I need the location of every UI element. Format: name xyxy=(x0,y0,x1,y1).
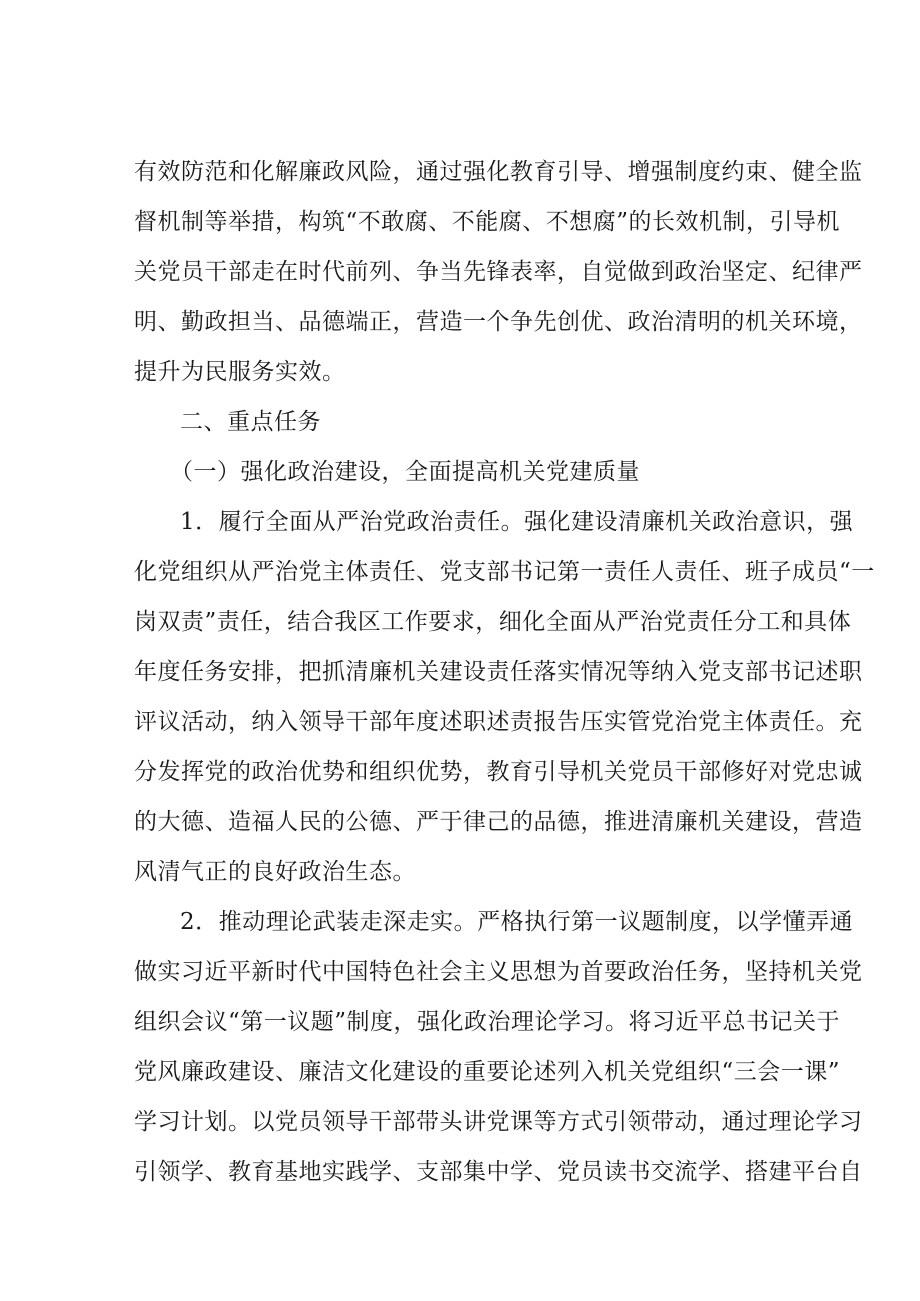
paragraph-line: 关党员干部走在时代前列、争当先锋表率，自觉做到政治坚定、纪律严 xyxy=(134,259,863,285)
paragraph-line: 化党组织从严治党主体责任、党支部书记第一责任人责任、班子成员“一 xyxy=(134,559,875,585)
paragraph-line: 提升为民服务实效。 xyxy=(134,359,346,385)
paragraph-line: 评议活动，纳入领导干部年度述职述责报告压实管党治党主体责任。充 xyxy=(134,709,863,735)
paragraph-line: 明、勤政担当、品德端正，营造一个争先创优、政治清明的机关环境， xyxy=(134,309,863,335)
paragraph-line: 年度任务安排，把抓清廉机关建设责任落实情况等纳入党支部书记述职 xyxy=(134,659,863,685)
paragraph-line: 分发挥党的政治优势和组织优势，教育引导机关党员干部修好对党忠诚 xyxy=(134,759,863,785)
paragraph-line: 2．推动理论武装走深走实。严格执行第一议题制度，以学懂弄通 xyxy=(180,909,854,935)
paragraph-line: 风清气正的良好政治生态。 xyxy=(134,859,416,885)
paragraph-line: 督机制等举措，构筑“不敢腐、不能腐、不想腐”的长效机制，引导机 xyxy=(134,209,841,235)
paragraph-line: 学习计划。以党员领导干部带头讲党课等方式引领带动，通过理论学习 xyxy=(134,1109,863,1135)
paragraph-line: 引领学、教育基地实践学、支部集中学、党员读书交流学、搭建平台自 xyxy=(134,1159,863,1185)
paragraph-line: 组织会议“第一议题”制度，强化政治理论学习。将习近平总书记关于 xyxy=(134,1009,841,1035)
paragraph-line: 1．履行全面从严治党政治责任。强化建设清廉机关政治意识，强 xyxy=(180,509,854,535)
paragraph-line: 的大德、造福人民的公德、严于律己的品德，推进清廉机关建设，营造 xyxy=(134,809,863,835)
section-heading: 二、重点任务 xyxy=(180,409,321,435)
paragraph-line: 有效防范和化解廉政风险，通过强化教育引导、增强制度约束、健全监 xyxy=(134,159,863,185)
paragraph-line: 党风廉政建设、廉洁文化建设的重要论述列入机关党组织“三会一课” xyxy=(134,1059,841,1085)
sub-heading: （一）强化政治建设，全面提高机关党建质量 xyxy=(170,459,640,485)
paragraph-line: 做实习近平新时代中国特色社会主义思想为首要政治任务，坚持机关党 xyxy=(134,959,863,985)
paragraph-line: 岗双责”责任，结合我区工作要求，细化全面从严治党责任分工和具体 xyxy=(134,609,852,635)
